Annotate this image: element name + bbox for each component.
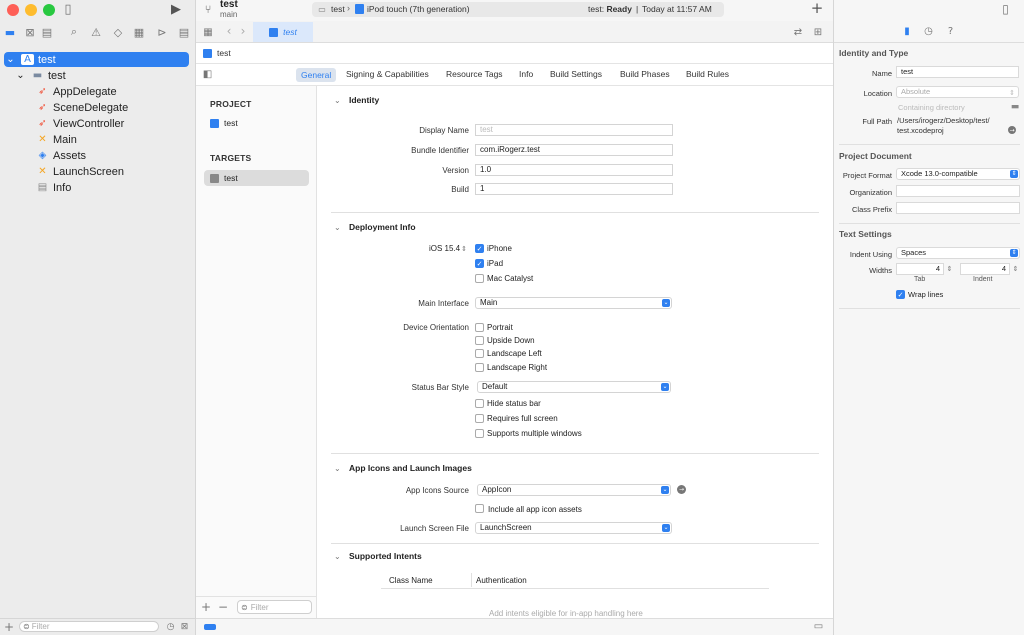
updown-icon: ⇕ [1009,89,1015,97]
tab-build-settings[interactable]: Build Settings [550,69,602,79]
build-field[interactable]: 1 [475,183,673,195]
display-name-label: Display Name [419,126,469,135]
upside-down-label: Upside Down [487,336,535,345]
status-state: Ready [606,4,632,14]
folder-navigator-icon[interactable]: ▬ [4,25,16,39]
divider [839,144,1020,145]
build-label: Build [451,185,469,194]
dropdown-arrow-icon: ⌄ [663,524,669,531]
divider [331,543,819,544]
name-label: Name [871,69,892,78]
class-name-column[interactable]: Class Name [389,576,433,585]
disclosure-open-icon[interactable]: ⌄ [334,96,341,105]
tree-item-file[interactable] [36,84,186,99]
class-prefix-field[interactable] [896,202,1020,214]
hide-debug-area-icon[interactable]: ▭ [813,621,824,632]
hide-status-bar-checkbox[interactable] [475,399,484,408]
app-icons-section-title: App Icons and Launch Images [349,463,472,473]
inspector-tabs [834,21,1024,43]
folder-icon: ▬ [32,70,43,81]
updown-icon: ⇕ [461,244,468,253]
window-toolbar [196,0,833,21]
hide-status-bar-label: Hide status bar [487,399,541,408]
file-inspector-icon[interactable]: ▮ [904,26,910,37]
deployment-section-title: Deployment Info [349,222,416,232]
breakpoint-navigator-icon[interactable]: ⊳ [157,25,167,39]
add-library-icon[interactable]: + [810,0,824,17]
project-navigator [0,0,196,635]
tree-item-file[interactable] [36,180,186,195]
mac-catalyst-checkbox[interactable] [475,274,484,283]
filter-icon: ⊜ [23,622,30,631]
main-interface-select[interactable] [475,297,672,309]
device-orientation-label: Device Orientation [403,323,469,332]
project-header: PROJECT [210,99,252,109]
main-interface-value: Main [480,298,498,307]
landscape-right-label: Landscape Right [487,363,548,372]
multiple-windows-label: Supports multiple windows [487,429,582,438]
app-icons-source-label: App Icons Source [405,486,469,495]
project-icon [203,49,212,58]
status-bar-style-select[interactable] [477,381,671,393]
location-value: Absolute [901,87,931,96]
divider [331,212,819,213]
project-list-footer [196,596,317,618]
tree-item-label: Main [53,133,77,146]
add-target-icon[interactable]: + [200,600,212,614]
chevron-right-icon: › [347,3,350,13]
status-bar-style-label: Status Bar Style [411,383,469,392]
editor-tab-bar [196,21,833,43]
target-item-label: test [224,173,238,183]
class-prefix-label: Class Prefix [851,205,892,214]
indent-using-label: Indent Using [849,250,892,259]
bundle-id-label: Bundle Identifier [411,146,469,155]
source-control-icon[interactable]: ⊠ [25,25,35,39]
project-format-select[interactable] [896,168,1020,180]
jump-bar-project[interactable]: test [217,48,231,58]
indent-using-select[interactable] [896,247,1020,259]
project-item-label: test [224,118,238,128]
target-filter-field[interactable] [237,600,312,614]
target-icon [210,174,219,183]
updown-icon: ⇕ [1011,249,1017,256]
jump-bar [196,44,833,64]
landscape-right-checkbox[interactable] [475,363,484,372]
close-window-button[interactable] [7,4,19,16]
editor-section-tabs [196,64,833,86]
updown-icon: ⇕ [1011,170,1017,177]
disclosure-open-icon[interactable]: ⌄ [6,54,15,65]
requires-full-screen-checkbox[interactable] [475,414,484,423]
filter-placeholder: Filter [31,622,50,631]
debug-navigator-icon[interactable]: ▦ [133,25,145,39]
tab-width-field[interactable]: 4 [896,263,944,275]
tree-item-label: test [38,53,56,66]
identity-type-header: Identity and Type [839,48,909,58]
tree-item-label: ViewController [53,117,125,130]
targets-header: TARGETS [210,153,252,163]
ios-version-label: iOS 15.4 [429,244,461,253]
sidebar-toggle-icon[interactable]: ▯ [64,1,72,17]
run-button[interactable]: ▶ [171,1,181,17]
tab-general[interactable]: General [296,68,336,82]
landscape-left-label: Landscape Left [487,349,542,358]
history-inspector-icon[interactable]: ◷ [924,26,933,37]
identity-section-title: Identity [349,95,380,105]
navigator-filter-field[interactable] [19,621,159,632]
organization-field[interactable] [896,185,1020,197]
indent-using-value: Spaces [901,248,927,257]
widths-label: Widths [869,266,892,275]
run-destination-device[interactable]: iPod touch (7th generation) [367,4,470,14]
swift-icon: ➶ [38,102,47,113]
tree-item-file[interactable] [36,132,186,147]
upside-down-checkbox[interactable] [475,336,484,345]
swap-icon[interactable]: ⇄ [793,26,803,38]
full-path-line-2: test.xcodeproj [897,126,944,135]
indent-width-field[interactable]: 4 [960,263,1010,275]
location-select[interactable] [896,86,1019,98]
assets-icon: ◈ [38,150,47,161]
launch-screen-value: LaunchScreen [480,523,532,532]
project-icon [269,28,278,37]
indent-width-stepper-icon[interactable]: ⇕ [1012,265,1019,273]
status-bar-style-value: Default [482,382,508,391]
landscape-left-checkbox[interactable] [475,349,484,358]
tab-build-rules[interactable]: Build Rules [686,69,729,79]
swift-icon: ➶ [38,86,47,97]
run-destination-scheme[interactable]: test [331,4,345,14]
project-document-header: Project Document [839,151,912,161]
containing-directory: Containing directory [898,103,965,112]
add-icon[interactable]: + [3,620,15,634]
ios-version-stepper[interactable] [429,244,467,253]
status-timestamp: Today at 11:57 AM [642,4,712,14]
launch-screen-label: Launch Screen File [400,524,469,533]
branch-name: main [220,10,238,19]
intents-table-header [381,572,769,589]
app-icons-source-select[interactable] [477,484,671,496]
related-items-icon[interactable]: ▦ [203,26,213,38]
tree-item-group[interactable] [14,68,184,83]
split-editor-icon[interactable]: ⊞ [813,26,823,38]
folder-icon[interactable]: ▬ [1010,101,1020,112]
storyboard-icon: ✕ [38,166,47,177]
project-item[interactable] [210,118,238,128]
forward-icon[interactable]: › [240,24,246,38]
tab-info[interactable]: Info [519,69,534,79]
filter-placeholder: Filter [250,602,269,612]
source-control-filter-icon[interactable]: ⊠ [180,621,189,632]
project-format-value: Xcode 13.0-compatible [901,169,978,178]
filter-icon: ⊜ [241,602,248,612]
include-all-icons-label: Include all app icon assets [488,505,582,514]
location-label: Location [863,89,892,98]
version-field[interactable]: 1.0 [475,164,673,176]
tree-item-label: test [48,69,66,82]
disclosure-open-icon[interactable]: ⌄ [334,464,341,473]
authentication-column[interactable]: Authentication [476,576,527,585]
name-field[interactable]: test [896,66,1019,78]
debug-bar [196,618,833,635]
iphone-label: iPhone [487,244,512,253]
divider [839,223,1020,224]
divider [839,308,1020,309]
remove-target-icon[interactable]: − [217,600,229,614]
back-icon[interactable]: ‹ [226,24,232,38]
launch-screen-select[interactable] [475,522,672,534]
disclosure-open-icon[interactable]: ⌄ [334,552,341,561]
tab-resource-tags[interactable]: Resource Tags [446,69,503,79]
tab-width-stepper-icon[interactable]: ⇕ [946,265,953,273]
help-inspector-icon[interactable]: ? [947,26,954,37]
show-project-list-icon[interactable]: ◧ [202,69,213,80]
display-name-field[interactable]: test [475,124,673,136]
bundle-id-field[interactable]: com.iRogerz.test [475,144,673,156]
full-path-label: Full Path [862,117,892,126]
activity-viewer [312,2,724,17]
multiple-windows-checkbox[interactable] [475,429,484,438]
mac-catalyst-label: Mac Catalyst [487,274,534,283]
zoom-window-button[interactable] [43,4,55,16]
requires-full-screen-label: Requires full screen [487,414,558,423]
tab-test[interactable] [253,22,313,42]
portrait-label: Portrait [487,323,513,332]
disclosure-open-icon[interactable]: ⌄ [334,223,341,232]
dropdown-arrow-icon: ⌄ [662,383,668,390]
find-navigator-icon[interactable]: ⌕ [70,25,78,38]
report-navigator-icon[interactable]: ▤ [178,25,190,39]
dropdown-arrow-icon: ⌄ [662,486,668,493]
tree-item-label: Info [53,181,72,194]
branch-icon: ⑂ [204,2,212,16]
include-all-icons-checkbox[interactable] [475,504,484,513]
project-icon: A [21,54,34,65]
intents-empty-message: Add intents eligible for in-app handling here [489,609,643,618]
wrap-lines-label: Wrap lines [908,290,944,299]
divider [331,453,819,454]
dropdown-arrow-icon: ⌄ [663,299,669,306]
minimize-window-button[interactable] [25,4,37,16]
tree-item-label: LaunchScreen [53,165,124,178]
indent-caption: Indent [973,276,993,283]
file-inspector [833,0,1024,635]
tree-item-file[interactable] [36,100,186,115]
project-target-list [196,86,317,596]
disclosure-open-icon[interactable]: ⌄ [16,70,25,81]
tree-item-project[interactable] [4,52,189,67]
scheme-title: test [220,0,238,10]
wrap-lines-checkbox[interactable]: ✓ [897,290,904,299]
main-interface-label: Main Interface [418,299,469,308]
test-navigator-icon[interactable]: ◇ [113,25,123,39]
tree-item-label: AppDelegate [53,85,117,98]
app-icons-source-value: AppIcon [482,485,512,494]
tab-build-phases[interactable]: Build Phases [620,69,670,79]
debug-area-toggle-icon[interactable] [204,624,216,630]
organization-label: Organization [849,188,892,197]
project-icon [210,119,219,128]
reveal-in-finder-icon[interactable]: → [1009,126,1015,134]
target-item[interactable] [204,170,309,186]
symbol-navigator-icon[interactable]: ▤ [41,25,53,39]
go-to-asset-icon[interactable]: → [678,486,685,493]
tree-item-label: Assets [53,149,87,162]
swift-icon: ➶ [38,118,47,129]
ipad-checkbox[interactable]: ✓ [476,259,483,268]
column-divider [471,573,472,587]
full-path-line-1: /Users/irogerz/Desktop/test/ [897,116,990,125]
tree-item-file[interactable] [36,116,186,131]
storyboard-icon: ✕ [38,134,47,145]
tab-caption: Tab [914,276,926,283]
tree-item-file[interactable] [36,148,186,163]
issue-navigator-icon[interactable]: ⚠ [91,25,101,39]
inspector-toggle-icon[interactable]: ▯ [1002,1,1009,16]
tree-item-label: SceneDelegate [53,101,129,114]
version-label: Version [442,166,469,175]
status-prefix: test: [588,4,607,14]
tab-label: test [283,27,297,37]
iphone-checkbox[interactable]: ✓ [476,244,483,253]
scheme-icon: ▭ [318,4,326,14]
build-status [588,4,632,14]
project-format-label: Project Format [842,171,892,180]
ipad-label: iPad [487,259,504,268]
recent-files-icon[interactable]: ◷ [166,621,175,632]
status-separator: | [636,4,639,14]
text-settings-header: Text Settings [839,229,892,239]
portrait-checkbox[interactable] [475,323,484,332]
plist-icon: ▤ [37,182,48,193]
general-settings-pane [317,86,833,618]
tree-item-file[interactable] [36,164,186,179]
tab-signing[interactable]: Signing & Capabilities [346,69,429,79]
device-icon [355,4,364,14]
intents-section-title: Supported Intents [349,551,422,561]
